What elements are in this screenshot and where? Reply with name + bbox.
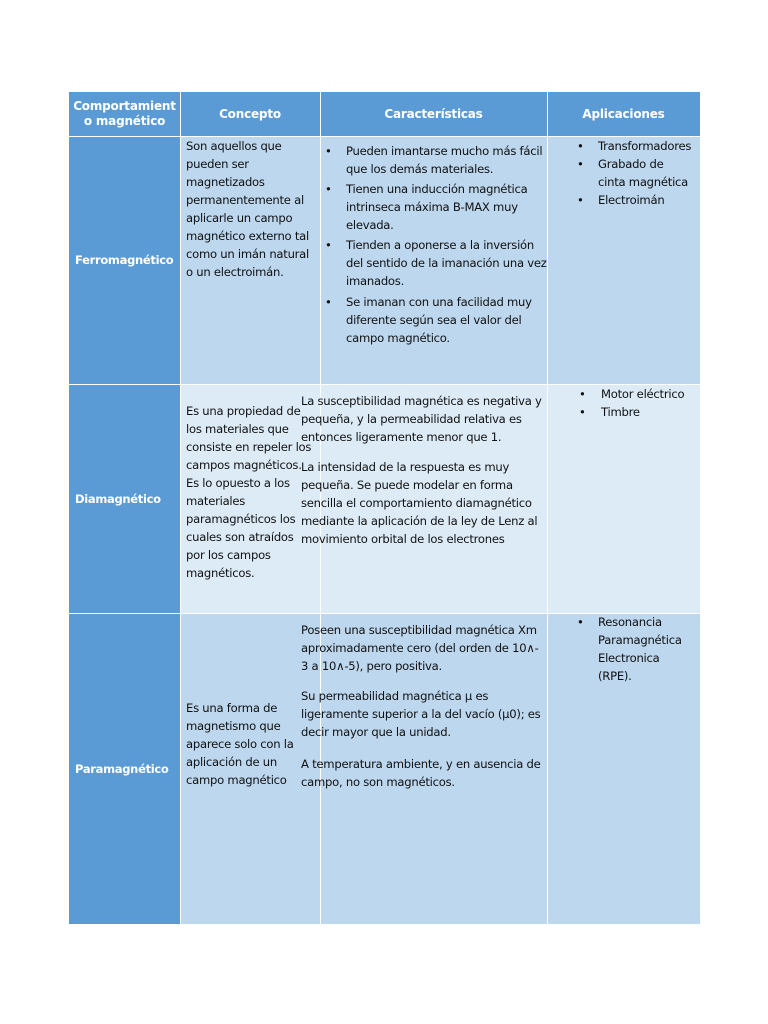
text-line: Es lo opuesto a los xyxy=(186,476,290,490)
concepto-paramagnetico xyxy=(186,699,294,789)
text-line: campo, no son magnéticos. xyxy=(301,775,455,789)
column-divider xyxy=(547,92,548,924)
text-line: aproximadamente cero (del orden de 10∧- xyxy=(301,641,539,655)
text-line: diferente según sea el valor del xyxy=(346,313,522,327)
header-concepto-label: Concepto xyxy=(219,106,281,121)
text-line: decir mayor que la unidad. xyxy=(301,725,451,739)
text-line: campo magnético. xyxy=(346,331,450,345)
bullet-icon: • xyxy=(577,139,584,153)
caracteristica-paragraph xyxy=(301,755,540,791)
text-line: ligeramente superior a la del vacío (μ0); es xyxy=(301,707,541,721)
text-line: A temperatura ambiente, y en ausencia de xyxy=(301,757,541,771)
text-line: aparece solo con la xyxy=(186,737,294,751)
text-line: imanados. xyxy=(346,274,405,288)
text-line: Su permeabilidad magnética μ es xyxy=(301,689,489,703)
text-line: magnetismo que xyxy=(186,719,281,733)
text-line: Grabado de xyxy=(598,157,664,171)
column-divider xyxy=(180,92,181,924)
header-concepto xyxy=(180,92,320,136)
header-aplicaciones-label: Aplicaciones xyxy=(582,106,665,121)
text-line: pequeña, y la permeabilidad relativa es xyxy=(301,412,522,426)
bullet-icon: • xyxy=(325,182,332,196)
caracteristica-item xyxy=(325,236,547,290)
text-line: Es una propiedad de xyxy=(186,404,301,418)
bullet-icon: • xyxy=(579,387,586,401)
text-line: aplicación de un xyxy=(186,755,277,769)
text-line: pueden ser xyxy=(186,157,249,171)
text-line: permanentemente al xyxy=(186,193,304,207)
text-line: Son aquellos que xyxy=(186,139,282,153)
text-line: movimiento orbital de los electrones xyxy=(301,532,505,546)
bullet-icon: • xyxy=(325,238,332,252)
text-line: Electronica xyxy=(598,651,660,665)
text-line: entonces ligeramente menor que 1. xyxy=(301,430,502,444)
text-line: Tienen una inducción magnética xyxy=(346,182,528,196)
bullet-icon: • xyxy=(577,193,584,207)
text-line: materiales xyxy=(186,494,246,508)
text-line: aplicarle un campo xyxy=(186,211,293,225)
text-line: que los demás materiales. xyxy=(346,162,494,176)
caracteristica-item xyxy=(325,142,542,178)
bullet-icon: • xyxy=(579,405,586,419)
text-line: Transformadores xyxy=(598,139,692,153)
row-name: Paramagnético xyxy=(75,761,169,776)
bullet-icon: • xyxy=(325,144,332,158)
text-line: consiste en repeler los xyxy=(186,440,312,454)
text-line: La intensidad de la respuesta es muy xyxy=(301,460,510,474)
concepto-ferromagnetico xyxy=(186,137,309,281)
text-line: (RPE). xyxy=(598,669,632,683)
caracteristica-paragraph xyxy=(301,458,537,548)
caracteristica-paragraph xyxy=(301,687,540,741)
header-comportamiento xyxy=(69,92,180,136)
text-line: Motor eléctrico xyxy=(601,387,685,401)
header-aplicaciones xyxy=(547,92,700,136)
text-line: Poseen una susceptibilidad magnética Xm xyxy=(301,623,537,637)
row-name: Ferromagnético xyxy=(75,253,174,267)
text-line: sencilla el comportamiento diamagnético xyxy=(301,496,532,510)
text-line: Pueden imantarse mucho más fácil xyxy=(346,144,543,158)
text-line: La susceptibilidad magnética es negativa y xyxy=(301,394,542,408)
aplicacion-item xyxy=(579,403,640,421)
bullet-icon: • xyxy=(577,615,584,629)
caracteristica-paragraph xyxy=(301,392,542,446)
text-line: los materiales que xyxy=(186,422,289,436)
row-label-paramagnetico xyxy=(69,613,180,924)
bullet-icon: • xyxy=(577,157,584,171)
header-comportamiento-line-1: Comportamient xyxy=(73,99,176,113)
text-line: mediante la aplicación de la ley de Lenz al xyxy=(301,514,538,528)
text-line: magnéticos. xyxy=(186,566,255,580)
header-comportamiento-line-2: o magnético xyxy=(83,114,166,128)
aplicacion-item xyxy=(577,155,688,191)
header-caracteristicas-label: Características xyxy=(384,106,483,121)
text-line: como un imán natural xyxy=(186,247,310,261)
text-line: Timbre xyxy=(601,405,640,419)
text-line: magnetizados xyxy=(186,175,265,189)
row-name: Diamagnético xyxy=(75,491,161,506)
header-caracteristicas xyxy=(320,92,547,136)
text-line: paramagnéticos los xyxy=(186,512,296,526)
text-line: Paramagnética xyxy=(598,633,682,647)
text-line: elevada. xyxy=(346,218,394,232)
text-line: Tienden a oponerse a la inversión xyxy=(346,238,534,252)
text-line: por los campos xyxy=(186,548,271,562)
text-line: Resonancia xyxy=(598,615,662,629)
caracteristica-paragraph xyxy=(301,621,539,675)
text-line: intrinseca máxima B-MAX muy xyxy=(346,200,518,214)
aplicacion-item xyxy=(577,137,691,155)
aplicacion-item xyxy=(577,191,664,209)
aplicacion-item xyxy=(579,385,684,403)
row-label-ferromagnetico xyxy=(69,136,180,384)
text-line: 3 a 10∧-5), pero positiva. xyxy=(301,659,442,673)
aplicacion-item xyxy=(577,613,682,685)
text-line: Es una forma de xyxy=(186,701,278,715)
text-line: cuales son atraídos xyxy=(186,530,294,544)
caracteristica-item xyxy=(325,180,527,234)
caracteristica-item xyxy=(325,293,532,347)
text-line: Electroimán xyxy=(598,193,665,207)
text-line: campos magnéticos. xyxy=(186,458,302,472)
row-label-diamagnetico xyxy=(69,384,180,613)
text-line: Se imanan con una facilidad muy xyxy=(346,295,532,309)
text-line: o un electroimán. xyxy=(186,265,284,279)
text-line: pequeña. Se puede modelar en forma xyxy=(301,478,513,492)
concepto-diamagnetico xyxy=(186,402,311,582)
text-line: cinta magnética xyxy=(598,175,689,189)
bullet-icon: • xyxy=(325,295,332,309)
text-line: magnético externo tal xyxy=(186,229,309,243)
properties-table xyxy=(69,92,700,924)
text-line: campo magnético xyxy=(186,773,287,787)
text-line: del sentido de la imanación una vez xyxy=(346,256,547,270)
